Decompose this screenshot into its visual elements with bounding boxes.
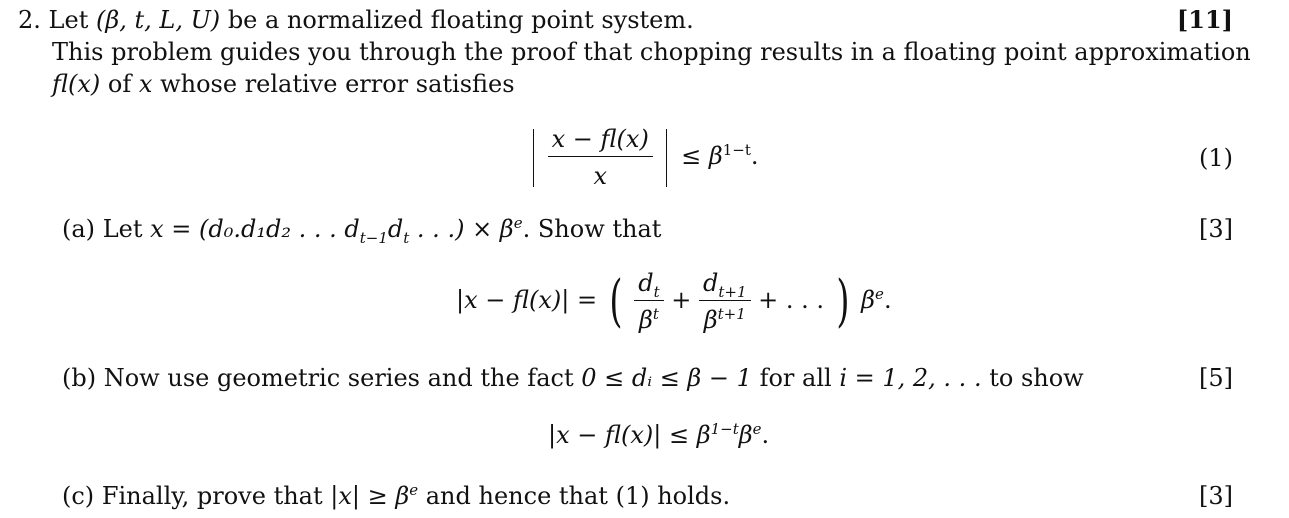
equation-1	[527, 124, 759, 191]
part-a-expr: x = (d₀.d₁d₂ . . . d	[150, 215, 360, 243]
eq1-rhs-exp: 1−t	[722, 141, 751, 159]
part-b-range: i = 1, 2, . . .	[839, 364, 982, 392]
part-b-cond: 0 ≤ dᵢ ≤ β − 1	[581, 364, 752, 392]
intro-text-b: be a normalized floating point system.	[227, 6, 694, 34]
part-c-marks: [3]	[1199, 482, 1233, 510]
abs-bar-right	[666, 129, 667, 187]
eq1-rhs-base: ≤ β	[681, 142, 723, 170]
part-a-marks: [3]	[1199, 215, 1233, 243]
part-b-label: (b)	[62, 364, 97, 392]
problem-number: 2.	[18, 6, 41, 34]
system-tuple: (β, t, L, U)	[95, 6, 221, 34]
part-a-text-a: Let	[102, 215, 143, 243]
part-c-label: (c)	[62, 482, 95, 510]
part-b-line	[62, 363, 1084, 393]
part-b-text-b: for all	[759, 364, 832, 392]
part-a-text-b: Show that	[537, 215, 662, 243]
part-c-text-b: and hence that (1) holds.	[425, 482, 731, 510]
fraction-numerator: x − fl(x)	[548, 124, 653, 157]
part-a-line: (a) Let x = (d₀.d₁d₂ . . . $d_{t-1}d_t$ . . .) × $\beta^e$. Show that	[62, 214, 662, 247]
part-b-equation: $|x - fl(x)| \le \beta^{1-t}\beta^e$.	[548, 420, 770, 449]
intro-line-2: This problem guides you through the proof that chopping results in a floating point approximation	[52, 38, 1251, 66]
part-a-label: (a)	[62, 215, 96, 243]
part-c-cond: |x| ≥ β	[330, 482, 410, 510]
problem-header	[18, 5, 694, 35]
eq1-end: .	[750, 142, 759, 170]
of-text: of	[107, 70, 132, 98]
part-c-line: (c) Finally, prove that $|x| \ge \beta^e$ and hence that (1) holds.	[62, 481, 731, 510]
fraction-denominator: x	[593, 162, 607, 190]
part-a-eq-lhs: |x − fl(x)| =	[456, 286, 598, 314]
part-b-text: Now use geometric series and the fact	[103, 364, 574, 392]
intro-line-3	[52, 69, 515, 99]
abs-bar-left	[533, 129, 534, 187]
fl-x: fl(x)	[52, 70, 101, 98]
equation-1-tag: (1)	[1199, 144, 1233, 172]
part-c-text-a: Finally, prove that	[101, 482, 323, 510]
part-b-text-c: to show	[989, 364, 1084, 392]
part-a-equation: |x − fl(x)| = ( $\frac{d_t}{\beta^t}$ + $\frac{d_{t+1}}{\beta^{t+1}}$ + . . . ) $\beta^e$.	[456, 268, 892, 334]
intro-text-a: Let	[48, 6, 89, 34]
part-b-marks: [5]	[1199, 364, 1233, 392]
x-var: x	[138, 70, 153, 98]
part-b-eq: |x − fl(x)| ≤ β	[548, 421, 711, 449]
problem-marks: [11]	[1176, 5, 1233, 34]
relative-error-fraction	[548, 124, 653, 191]
error-text: whose relative error satisfies	[160, 70, 515, 98]
